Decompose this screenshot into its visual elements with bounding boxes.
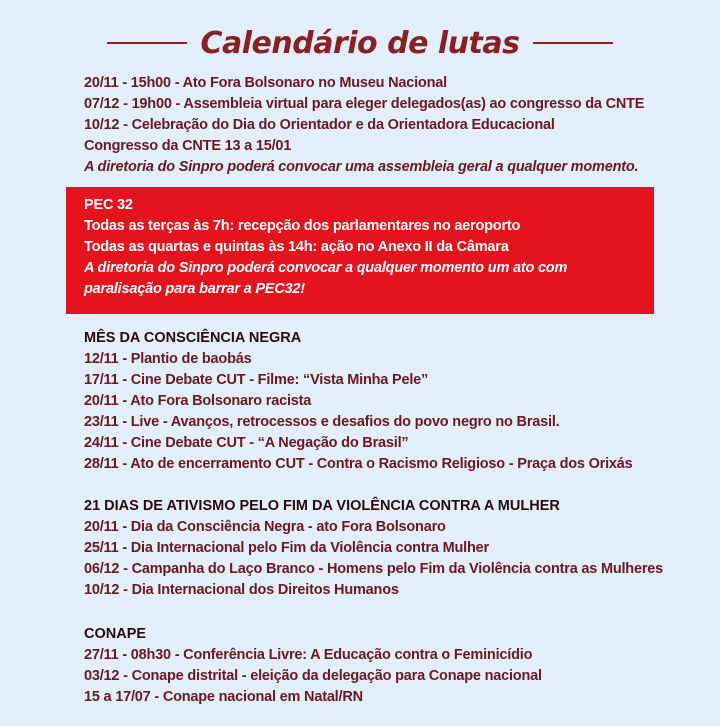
list-item: 20/11 - Ato Fora Bolsonaro racista [84,393,312,409]
section-heading: 21 DIAS DE ATIVISMO PELO FIM DA VIOLÊNCIA CONTRA A MULHER [84,498,560,514]
list-item: 03/12 - Conape distrital - eleição da delegação para Conape nacional [84,668,542,684]
page-title: Calendário de lutas [200,25,520,61]
event-line: Congresso da CNTE 13 a 15/01 [84,138,292,154]
ativismo-section [84,496,700,601]
pec32-note: A diretoria do Sinpro poderá convocar a qualquer momento um ato com paralisação para barrar a PEC32! [84,260,568,297]
list-item: 27/11 - 08h30 - Conferência Livre: A Educação contra o Feminicídio [84,647,533,663]
list-item: 17/11 - Cine Debate CUT - Filme: “Vista Minha Pele” [84,372,429,388]
list-item: 24/11 - Cine Debate CUT - “A Negação do Brasil” [84,435,409,451]
section-heading: MÊS DA CONSCIÊNCIA NEGRA [84,330,302,346]
list-item: 06/12 - Campanha do Laço Branco - Homens pelo Fim da Violência contra as Mulheres [84,561,664,577]
pec32-heading: PEC 32 [84,197,133,213]
section-heading: CONAPE [84,626,147,642]
list-item: 20/11 - Dia da Consciência Negra - ato Fora Bolsonaro [84,519,446,535]
pec32-highlight-box [66,187,654,314]
pec32-line: Todas as terças às 7h: recepção dos parlamentares no aeroporto [84,218,521,234]
conape-section [84,624,700,708]
assembly-note: A diretoria do Sinpro poderá convocar uma assembleia geral a qualquer momento. [84,159,639,175]
title-rule-left [107,42,187,44]
title-rule-right [533,42,613,44]
list-item: 15 a 17/07 - Conape nacional em Natal/RN [84,689,363,705]
event-line: 10/12 - Celebração do Dia do Orientador e da Orientadora Educacional [84,117,555,133]
list-item: 10/12 - Dia Internacional dos Direitos Humanos [84,582,399,598]
list-item: 12/11 - Plantio de baobás [84,351,252,367]
list-item: 28/11 - Ato de encerramento CUT - Contra o Racismo Religioso - Praça dos Orixás [84,456,633,472]
list-item: 23/11 - Live - Avanços, retrocessos e desafios do povo negro no Brasil. [84,414,560,430]
top-events-section [84,73,700,178]
list-item: 25/11 - Dia Internacional pelo Fim da Violência contra Mulher [84,540,489,556]
event-line: 20/11 - 15h00 - Ato Fora Bolsonaro no Museu Nacional [84,75,447,91]
title-row [0,18,720,68]
event-line: 07/12 - 19h00 - Assembleia virtual para eleger delegados(as) ao congresso da CNTE [84,96,645,112]
pec32-line: Todas as quartas e quintas às 14h: ação no Anexo II da Câmara [84,239,509,255]
consciencia-negra-section [84,328,700,475]
